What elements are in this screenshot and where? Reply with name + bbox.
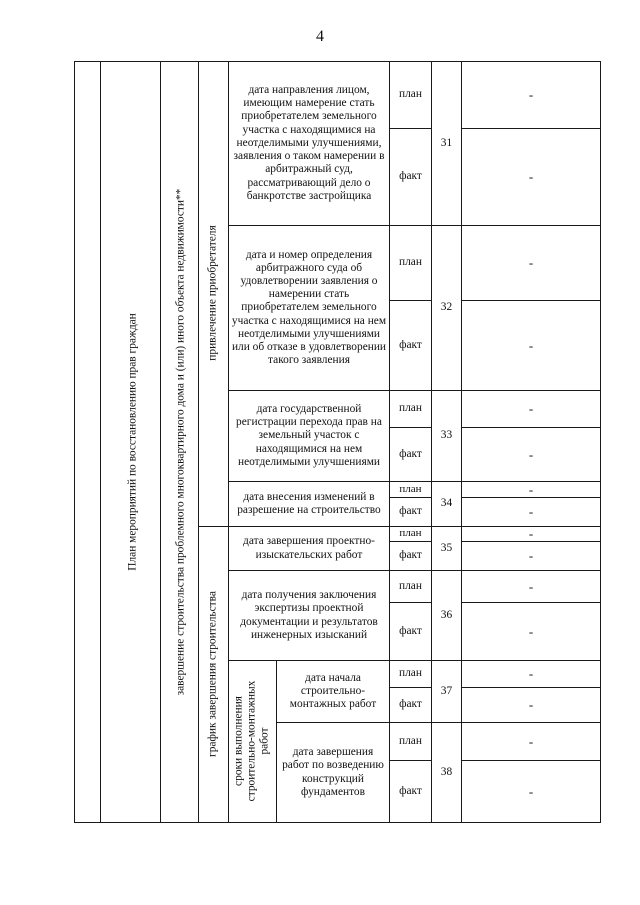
item-31-plan-label: план	[399, 88, 422, 101]
item-36-number: 36	[440, 608, 453, 621]
item-31-fact-value: -	[528, 169, 534, 185]
item-31-number: 31	[440, 136, 453, 149]
item-32-description: дата и номер определения арбитражного суда об удовлетворении заявления о намерении стать приобретателем земельного участка с находящимися на нем неотделимыми улучшениями или об отказе в удовлетворении такого заявления	[231, 248, 387, 367]
col-divider-1	[100, 61, 101, 822]
col-divider-4	[228, 61, 229, 526]
table-border-right	[600, 61, 601, 822]
col-divider-3	[198, 61, 199, 822]
col-divider-5	[276, 660, 277, 822]
item-38-plan-value: -	[528, 733, 534, 749]
item-38-fact-label: факт	[399, 784, 422, 797]
item-37-plan-value: -	[528, 666, 534, 682]
item-38-number: 38	[440, 765, 453, 778]
construction-schedule-vertical: график завершения строительства	[206, 591, 219, 757]
item-31-plan-value: -	[528, 87, 534, 103]
item-33-fact-label: факт	[399, 447, 422, 460]
plan-title-vertical: План мероприятий по восстановлению прав граждан	[126, 313, 139, 571]
item-34-description: дата внесения изменений в разрешение на строительство	[237, 490, 381, 516]
acquirer-involvement-vertical: привлечение приобретателя	[206, 225, 219, 361]
item-38-fact-value: -	[528, 783, 534, 799]
item-36-fact-value: -	[528, 623, 534, 639]
item-32-plan-label: план	[399, 256, 422, 269]
item-32-fact-label: факт	[399, 338, 422, 351]
item-36-fact-label: факт	[399, 624, 422, 637]
item-32-plan-value: -	[528, 255, 534, 271]
item-35-number: 35	[440, 541, 453, 554]
item-34-fact-label: факт	[399, 505, 422, 518]
item-35-fact-label: факт	[399, 549, 422, 562]
construction-completion-vertical: завершение строительства проблемного многоквартирного дома и (или) иного объекта недвижимости**	[174, 188, 187, 696]
table-border-bottom	[74, 822, 601, 823]
item-36-description: дата получения заключения экспертизы проектной документации и результатов инженерных изысканий	[240, 589, 378, 641]
item-33-plan-value: -	[528, 401, 534, 417]
item-35-fact-value: -	[528, 548, 534, 564]
item-38-description: дата завершения работ по возведению конструкций фундаментов	[282, 746, 384, 798]
item-37-fact-label: факт	[399, 698, 422, 711]
col-divider-2	[160, 61, 161, 822]
item-34-plan-value: -	[528, 482, 534, 497]
item-37-fact-value: -	[528, 697, 534, 713]
item-36-plan-value: -	[528, 578, 534, 594]
page-number: 4	[316, 28, 324, 45]
item-35-description: дата завершения проектно-изыскательских работ	[243, 535, 375, 561]
item-33-plan-label: план	[399, 402, 422, 415]
item-34-plan-label: план	[399, 482, 422, 495]
item-33-number: 33	[440, 429, 453, 442]
item-32-number: 32	[440, 301, 453, 314]
item-37-plan-label: план	[399, 667, 422, 680]
item-34-fact-value: -	[528, 504, 534, 520]
item-31-description: дата направления лицом, имеющим намерение стать приобретателем земельного участка с находящимися на неотделимыми улучшениями, заявления о таком намерении в арбитражный суд, рассматривающий дело о банкротстве застройщика	[233, 84, 385, 202]
item-32-fact-value: -	[528, 337, 534, 353]
item-33-fact-value: -	[528, 446, 534, 462]
item-35-plan-value: -	[528, 527, 534, 541]
item-35-plan-label: план	[399, 527, 422, 540]
item-33-description: дата государственной регистрации перехода прав на земельный участок с находящимися на нем неотделимыми улучшениями	[236, 402, 382, 468]
table-border-left	[74, 61, 75, 822]
item-34-number: 34	[440, 497, 453, 510]
item-31-fact-label: факт	[399, 170, 422, 183]
item-37-number: 37	[440, 684, 453, 697]
item-37-description: дата начала строительно-монтажных работ	[289, 671, 377, 711]
item-36-plan-label: план	[399, 579, 422, 592]
item-38-plan-label: план	[399, 734, 422, 747]
construction-works-terms-vertical: сроки выполнения строительно-монтажных работ	[232, 680, 271, 802]
